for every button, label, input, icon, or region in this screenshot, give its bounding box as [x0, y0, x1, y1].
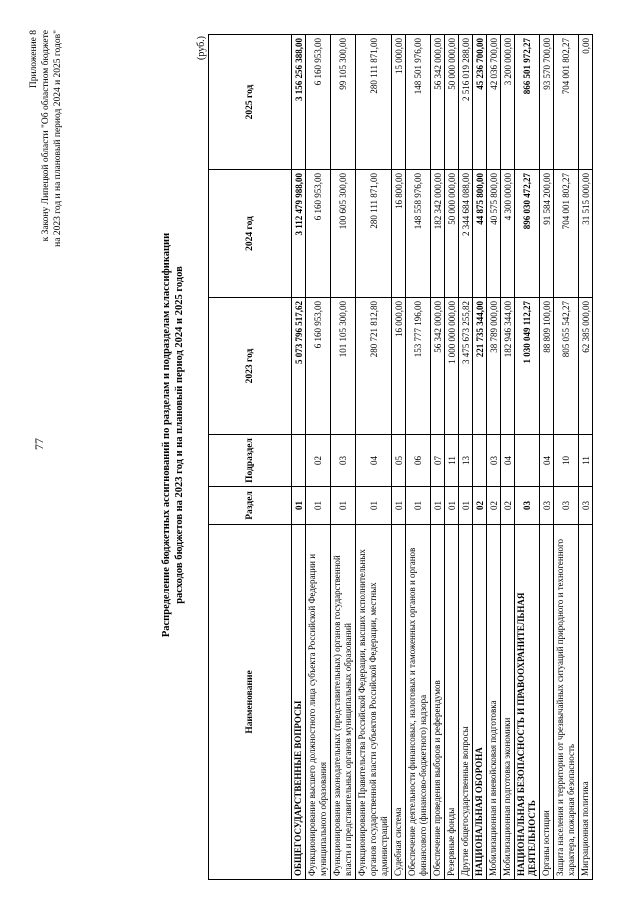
row-2024-cell: 44 875 800,00 [473, 170, 487, 298]
row-name-cell: Судебная система [392, 525, 406, 880]
row-2024-cell: 31 515 000,00 [579, 170, 593, 298]
row-2024-cell: 4 300 000,00 [501, 170, 515, 298]
row-2023-cell: 182 946 344,00 [501, 298, 515, 435]
table-row [392, 35, 406, 880]
row-2024-cell: 896 030 472,27 [515, 170, 540, 298]
title-line-2: расходов бюджетов на 2023 год и на плановый период 2024 и 2025 годов [174, 266, 185, 604]
row-2024-cell: 2 344 684 088,00 [459, 170, 473, 298]
row-section-cell: 03 [540, 487, 554, 525]
table-row [501, 35, 515, 880]
appendix-line-1: Приложение 8 [29, 30, 39, 89]
row-2025-cell: 15 000,00 [392, 35, 406, 170]
header-subsection: Подраздел [209, 435, 292, 487]
row-name-cell: Другие общегосударственные вопросы [459, 525, 473, 880]
row-name-cell: ОБЩЕГОСУДАРСТВЕННЫЕ ВОПРОСЫ [292, 525, 306, 880]
row-2025-cell: 280 111 871,00 [356, 35, 392, 170]
row-2023-cell: 6 160 953,00 [306, 298, 331, 435]
row-section-cell: 01 [356, 487, 392, 525]
row-subsection-cell: 05 [392, 435, 406, 487]
row-2023-cell: 1 000 000 000,00 [445, 298, 459, 435]
row-subsection-cell: 11 [445, 435, 459, 487]
row-2024-cell: 182 342 000,00 [431, 170, 445, 298]
row-2023-cell: 101 105 300,00 [331, 298, 356, 435]
row-2023-cell: 805 055 542,27 [554, 298, 579, 435]
row-subsection-cell: 13 [459, 435, 473, 487]
row-section-cell: 01 [392, 487, 406, 525]
row-section-cell: 01 [331, 487, 356, 525]
row-section-cell: 02 [473, 487, 487, 525]
row-name-cell: Обеспечение деятельности финансовых, налоговых и таможенных органов и органов финансового (финансово-бюджетного) надзора [406, 525, 431, 880]
row-section-cell: 01 [445, 487, 459, 525]
row-2023-cell: 153 777 196,00 [406, 298, 431, 435]
row-section-cell: 02 [501, 487, 515, 525]
header-2024: 2024 год [209, 170, 292, 298]
row-2025-cell: 3 156 256 388,00 [292, 35, 306, 170]
row-subsection-cell: 04 [356, 435, 392, 487]
row-name-cell: Функционирование Правительства Российской Федерации, высших исполнительных органов государственной власти субъектов Российской Федерации, местных администраций [356, 525, 392, 880]
row-section-cell: 02 [487, 487, 501, 525]
row-name-cell: Миграционная политика [579, 525, 593, 880]
title-line-1: Распределение бюджетных ассигнований по разделам и подразделам классификации [161, 232, 172, 638]
budget-table [208, 34, 593, 880]
row-2024-cell: 40 575 800,00 [487, 170, 501, 298]
header-2025: 2025 год [209, 35, 292, 170]
row-subsection-cell: 03 [487, 435, 501, 487]
row-2024-cell: 704 001 802,27 [554, 170, 579, 298]
row-section-cell: 01 [459, 487, 473, 525]
table-row [515, 35, 540, 880]
appendix-line-2: к Закону Липецкой области "Об областном бюджете [41, 30, 51, 242]
row-2024-cell: 100 605 300,00 [331, 170, 356, 298]
table-row [445, 35, 459, 880]
row-2023-cell: 221 735 344,00 [473, 298, 487, 435]
table-row [406, 35, 431, 880]
table-body [292, 35, 593, 880]
row-2025-cell: 866 501 972,27 [515, 35, 540, 170]
row-2025-cell: 99 105 300,00 [331, 35, 356, 170]
row-2025-cell: 93 570 700,00 [540, 35, 554, 170]
row-name-cell: Защита населения и территории от чрезвычайных ситуаций природного и техногенного характера, пожарная безопасность [554, 525, 579, 880]
row-section-cell: 03 [515, 487, 540, 525]
table-header-row [209, 35, 292, 880]
row-subsection-cell: 10 [554, 435, 579, 487]
table-row [540, 35, 554, 880]
row-name-cell: Органы юстиции [540, 525, 554, 880]
row-2025-cell: 3 200 000,00 [501, 35, 515, 170]
row-subsection-cell: 04 [501, 435, 515, 487]
row-subsection-cell: 07 [431, 435, 445, 487]
table-row [431, 35, 445, 880]
row-2024-cell: 3 112 479 988,00 [292, 170, 306, 298]
row-2024-cell: 6 160 953,00 [306, 170, 331, 298]
row-2023-cell: 88 809 100,00 [540, 298, 554, 435]
table-row [292, 35, 306, 880]
table-row [306, 35, 331, 880]
row-section-cell: 01 [292, 487, 306, 525]
table-row [473, 35, 487, 880]
row-subsection-cell: 04 [540, 435, 554, 487]
appendix-note [28, 30, 64, 410]
row-2024-cell: 16 800,00 [392, 170, 406, 298]
table-row [554, 35, 579, 880]
row-2023-cell: 38 789 000,00 [487, 298, 501, 435]
row-subsection-cell [515, 435, 540, 487]
row-2025-cell: 148 501 976,00 [406, 35, 431, 170]
row-name-cell: Мобилизационная и вневойсковая подготовка [487, 525, 501, 880]
row-2023-cell: 5 073 796 517,62 [292, 298, 306, 435]
row-subsection-cell [292, 435, 306, 487]
row-subsection-cell [473, 435, 487, 487]
row-2024-cell: 50 000 000,00 [445, 170, 459, 298]
row-2024-cell: 280 111 871,00 [356, 170, 392, 298]
document-title [160, 125, 186, 745]
row-2025-cell: 704 001 802,27 [554, 35, 579, 170]
row-2025-cell: 50 000 000,00 [445, 35, 459, 170]
row-2025-cell: 42 036 700,00 [487, 35, 501, 170]
table-row [331, 35, 356, 880]
row-2025-cell: 6 160 953,00 [306, 35, 331, 170]
row-2023-cell: 56 342 000,00 [431, 298, 445, 435]
header-name: Наименование [209, 525, 292, 880]
appendix-line-3: на 2023 год и на плановый период 2024 и 2025 годов" [53, 30, 63, 247]
row-name-cell: Обеспечение проведения выборов и референдумов [431, 525, 445, 880]
row-name-cell: Функционирование законодательных (представительных) органов государственной власти и представительных органов муниципальных образований [331, 525, 356, 880]
header-2023: 2023 год [209, 298, 292, 435]
row-subsection-cell: 06 [406, 435, 431, 487]
row-section-cell: 01 [406, 487, 431, 525]
row-name-cell: НАЦИОНАЛЬНАЯ БЕЗОПАСНОСТЬ И ПРАВООХРАНИТЕЛЬНАЯ ДЕЯТЕЛЬНОСТЬ [515, 525, 540, 880]
row-name-cell: Резервные фонды [445, 525, 459, 880]
row-2023-cell: 16 000,00 [392, 298, 406, 435]
row-section-cell: 03 [554, 487, 579, 525]
row-subsection-cell: 03 [331, 435, 356, 487]
row-2023-cell: 280 721 812,80 [356, 298, 392, 435]
header-section: Раздел [209, 487, 292, 525]
row-2025-cell: 0,00 [579, 35, 593, 170]
row-name-cell: Мобилизационная подготовка экономики [501, 525, 515, 880]
row-2023-cell: 62 385 000,00 [579, 298, 593, 435]
row-section-cell: 01 [431, 487, 445, 525]
row-2025-cell: 45 236 700,00 [473, 35, 487, 170]
row-2025-cell: 2 516 019 288,00 [459, 35, 473, 170]
table-row [487, 35, 501, 880]
row-section-cell: 03 [579, 487, 593, 525]
row-name-cell: НАЦИОНАЛЬНАЯ ОБОРОНА [473, 525, 487, 880]
row-2024-cell: 91 584 200,00 [540, 170, 554, 298]
row-2025-cell: 56 342 000,00 [431, 35, 445, 170]
row-subsection-cell: 11 [579, 435, 593, 487]
row-2023-cell: 1 030 049 112,27 [515, 298, 540, 435]
row-subsection-cell: 02 [306, 435, 331, 487]
table-row [459, 35, 473, 880]
page-number: 77 [32, 438, 46, 450]
table-row [356, 35, 392, 880]
units-label: (руб.) [196, 36, 207, 60]
row-section-cell: 01 [306, 487, 331, 525]
row-2023-cell: 3 475 673 255,82 [459, 298, 473, 435]
row-2024-cell: 148 558 976,00 [406, 170, 431, 298]
table-row [579, 35, 593, 880]
row-name-cell: Функционирование высшего должностного лица субъекта Российской Федерации и муниципального образования [306, 525, 331, 880]
